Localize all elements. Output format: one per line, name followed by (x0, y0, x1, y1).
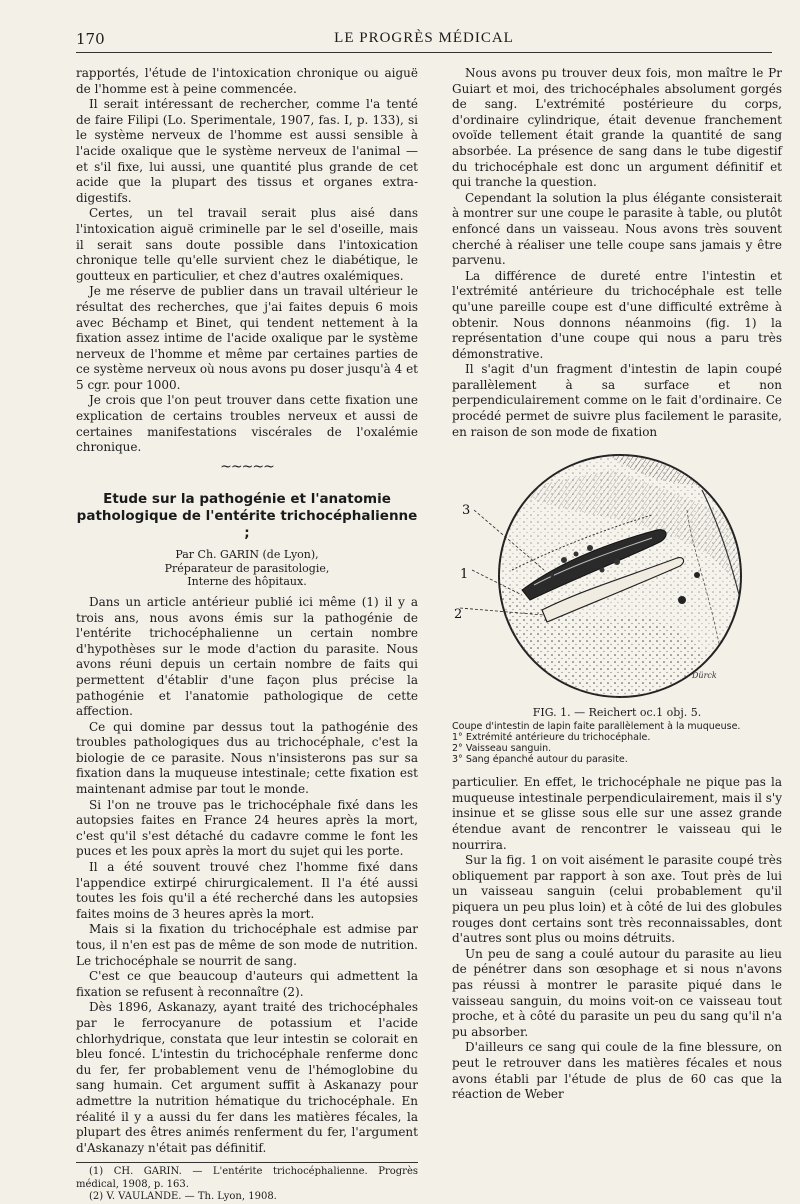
figure-microscope-section (452, 450, 782, 702)
paragraph: Il s'agit d'un fragment d'intestin de lapin coupé parallèlement à sa surface et non perpendiculairement comme on le fait d'ordinaire. Ce procédé permet de suivre plus facilement le parasite, en raison de son mode de fixation (452, 362, 782, 439)
paragraph: rapportés, l'étude de l'intoxication chronique ou aiguë de l'homme est à peine commencée. (76, 66, 418, 96)
right-column (452, 66, 782, 1103)
paragraph: Il a été souvent trouvé chez l'homme fixé dans l'appendice extirpé chirurgicalement. Il l'a été aussi toutes les fois qu'il a été recherché dans les autopsies faites moins de 3 heures après la mort. (76, 860, 418, 921)
paragraph: Dans un article antérieur publié ici même (1) il y a trois ans, nous avons émis sur la pathogénie de l'entérite trichocéphalienne un certain nombre d'hypothèses sur le mode d'action du parasite. Nous avons réuni depuis un certain nombre de faits qui permettent d'établir d'une façon plus précise la pathogénie et l'anatomie pathologique de cette affection. (76, 594, 418, 719)
figure-legend-line: 2° Vaisseau sanguin. (452, 743, 552, 755)
paragraph: Je crois que l'on peut trouver dans cette fixation une explication de certains troubles nerveux et aussi de certaines manifestations viscérales de l'oxalémie chronique. (76, 393, 418, 455)
paragraph: Dès 1896, Askanazy, ayant traité des trichocéphales par le ferrocyanure de potassium et l'acide chlorhydrique, constata que leur intestin se colorait en bleu foncé. L'intestin du trichocéphale renferme donc du fer, fer probablement venu de l'hémoglobine du sang humain. Cet argument suffit à Askanazy pour admettre la nutrition hématique du trichocéphale. En réalité il y a aussi du fer dans les matières fécales, la plupart des êtres animés renferment du fer, l'argument d'Askanazy n'était pas définitif. (76, 1000, 418, 1155)
journal-title: LE PROGRÈS MÉDICAL (334, 30, 514, 46)
footnote: (1) CH. GARIN. — L'entérite trichocéphalienne. Progrès médical, 1908, p. 163. (76, 1166, 418, 1190)
paragraph: C'est ce que beaucoup d'auteurs qui admettent la fixation se refusent à reconnaître (2). (76, 969, 418, 999)
figure-marker-1: 1 (460, 567, 469, 583)
paragraph: Je me réserve de publier dans un travail ultérieur le résultat des recherches, que j'ai faites depuis 6 mois avec Béchamp et Binet, qui tendent nettement à la fixation assez intime de l'acide oxalique par le système nerveux de l'homme et même par certaines parties de ce système nerveux où nous avons pu doser jusqu'à 4 et 5 cgr. pour 1000. (76, 284, 418, 392)
microscope-illustration (452, 450, 782, 702)
left-column (76, 66, 418, 1204)
paragraph: Un peu de sang a coulé autour du parasite au lieu de pénétrer dans son œsophage et si nous n'avons pas réussi à montrer le parasite piqué dans le vaisseau sanguin, du moins voit-on ce vaisseau tout proche, et à côté du parasite un peu du sang qu'il n'a pu absorber. (452, 946, 782, 1039)
paragraph: D'ailleurs ce sang qui coule de la fine blessure, on peut le retrouver dans les matières fécales et nous avons établi par l'étude de plus de 60 cas que la réaction de Weber (452, 1040, 782, 1102)
figure-legend-line: 3° Sang épanché autour du parasite. (452, 754, 628, 766)
artist-signature: Dürck (692, 671, 717, 681)
article-title: Etude sur la pathogénie et l'anatomie pathologique de l'entérite trichocéphalienne ; (76, 491, 418, 542)
figure-marker-3: 3 (462, 503, 471, 519)
byline (76, 548, 418, 589)
byline-position: Interne des hôpitaux. (187, 575, 307, 589)
paragraph: Si l'on ne trouve pas le trichocéphale fixé dans les autopsies faites en France 24 heures après la mort, c'est qu'il s'est détaché du cadavre comme le font les puces et les poux après la mort du sujet qui les porte. (76, 797, 418, 859)
paragraph: La différence de dureté entre l'intestin et l'extrémité antérieure du trichocéphale est telle qu'une pareille coupe est d'une difficulté extrême à obtenir. Nous donnons néanmoins (fig. 1) la représentation d'une coupe qui nous a paru très démonstrative. (452, 268, 782, 361)
paragraph: Sur la fig. 1 on voit aisément le parasite coupé très obliquement par rapport à son axe. Tout près de lui un vaisseau sanguin (celui probablement qu'il piquera un peu plus loin) et à côté de lui des globules rouges dont certains sont très reconnaissables, dont d'autres sont plus ou moins détruits. (452, 853, 782, 946)
footnotes (76, 1162, 418, 1204)
paragraph: Nous avons pu trouver deux fois, mon maître le Pr Guiart et moi, des trichocéphales absolument gorgés de sang. L'extrémité postérieure du corps, d'ordinaire cylindrique, était devenue franchement ovoïde tellement était grande la quantité de sang absorbée. La présence de sang dans le tube digestif du trichocéphale est donc un argument définitif et qui tranche la question. (452, 66, 782, 190)
paragraph: Mais si la fixation du trichocéphale est admise par tous, il n'en est pas de même de son mode de nutrition. Le trichocéphale se nourrit de sang. (76, 922, 418, 968)
page-header (76, 30, 772, 53)
figure-marker-2: 2 (454, 607, 463, 623)
page-number: 170 (76, 30, 105, 48)
figure-legend-line: Coupe d'intestin de lapin faite parallèlement à la muqueuse. (452, 721, 741, 733)
footnote: (2) V. VAULANDE. — Th. Lyon, 1908. (89, 1191, 277, 1203)
section-divider-ornament: ~~~~~ (220, 458, 274, 475)
figure-caption: FIG. 1. — Reichert oc.1 obj. 5. (532, 706, 702, 720)
paragraph: Cependant la solution la plus élégante consisterait à montrer sur une coupe le parasite à table, ou plutôt enfoncé dans un vaisseau. Nous avons très souvent cherché à réaliser une telle coupe sans jamais y être parvenu. (452, 190, 782, 268)
byline-role: Préparateur de parasitologie, (164, 561, 330, 575)
paragraph: Certes, un tel travail serait plus aisé dans l'intoxication aiguë criminelle par le sel d'oseille, mais il serait sans doute possible dans l'intoxication chronique telle qu'elle survient chez le diabétique, le goutteux en particulier, et chez d'autres oxalémiques. (76, 206, 418, 283)
paragraph: Ce qui domine par dessus tout la pathogénie des troubles pathologiques dus au trichocéphale, c'est la biologie de ce parasite. Nous n'insisterons pas sur sa fixation dans la muqueuse intestinale; cette fixation est maintenant admise par tout le monde. (76, 719, 418, 797)
figure-legend-line: 1° Extrémité antérieure du trichocéphale. (452, 732, 651, 744)
byline-author: Par Ch. GARIN (de Lyon), (175, 548, 319, 562)
paragraph: particulier. En effet, le trichocéphale ne pique pas la muqueuse intestinale perpendiculairement, mais il s'y insinue et se glisse sous elle sur une assez grande étendue avant de rencontrer le vaisseau qui le nourrira. (452, 775, 782, 852)
figure-legend (452, 721, 782, 765)
paragraph: Il serait intéressant de rechercher, comme l'a tenté de faire Filipi (Lo. Sperimentale, 1907, fas. I, p. 133), si le système nerveux de l'homme est aussi sensible à l'acide oxalique que le système nerveux de l'animal — et s'il fixe, lui aussi, une quantité plus grande de cet acide que la plupart des tissus et organes extra-digestifs. (76, 97, 418, 205)
